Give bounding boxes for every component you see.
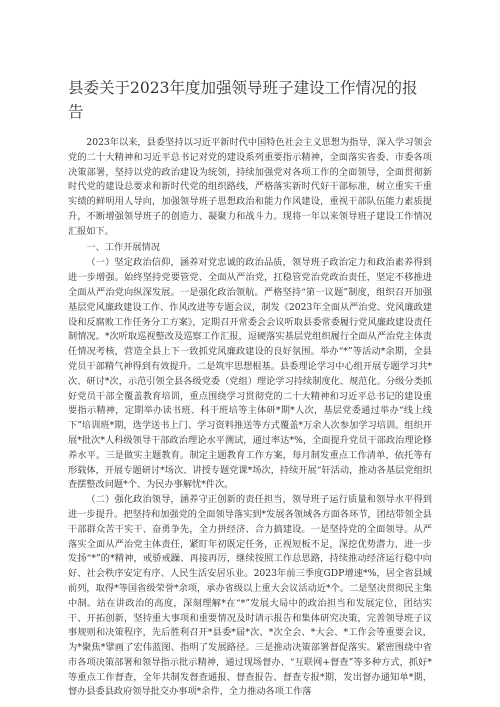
- body-paragraph-2: （二）强化政治领导，涵养守正创新的责任担当，领导班子运行质量和领导水平得到进一步提升。把坚持和加强党的全面领导落实到*发展各领域各方面各环节，团结带领全县干部群众苦干实干、奋勇争先，全力拼经济、合力搞建设。一是坚持党的全面领导。从严落实全面从严治党主体责任，紧盯年初既定任务，正视短板不足，深挖优势潜力，进一步发扬“*”的*精神，戒骄戒躁、再接再厉，继续按照工作总思路，持续推动经济运行稳中向好、社会秩序安定有序、人民生活安居乐业。2023年前三季度GDP增速*%，居全省县域前列，取得*等国省级荣誉*余项，承办省级以上重大会议活动近*个。二是坚决贯彻民主集中制。站在讲政治的高度，深刻理解*在“*”发展大局中的政治担当和发展定位，团结实干、开拓创新，坚持重大事项和重要情况及时请示报告和集体研究决策，完善领导班子议事规则和决策程序，先后胜利召开*县委*届*次、*次全会、*大会、*工作会等重要会议，为*聚焦*擘画了宏伟蓝图、指明了发展路径。三是推动决策部署督促落实。紧密围绕中省市各项决策部署和领导指示批示精神，通过现场督办、“互联网+督查”等多种方式，抓好*等重点工作督查，全年共制发督查通报、督查报告、督查专报*期，发出督办通知单*期，督办县委县政府领导批交办事项*余件，全力推动各项工作落: [68, 494, 432, 698]
- section-heading: 一、工作开展情况: [86, 241, 160, 253]
- body-paragraph-1: （一）坚定政治信仰，涵养对党忠诚的政治品质，领导班子政治定力和政治素养得到进一步增强。始终坚持党要管党、全面从严治党，扛稳管党治党政治责任，坚定不移推进全面从严治党向纵深发展。一是强化政治领航。严格坚持“第一议题”制度，组织召开加强基层党风廉政建设工作、作风改进等专题会议，制发《2023年全面从严治党、党风廉政建设和反腐败工作任务分工方案》，定期召开常委会会议听取县委常委履行党风廉政建设责任制情况。*次听取巡视整改及巡察工作汇报，逗硬落实基层党组织履行全面从严治党主体责任情况考核，营造全县上下一致抓党风廉政建设的良好氛围。举办“*”等活动*余期，全县党员干部精气神得到有效提升。二是筑牢思想根基。县委理论学习中心组开展专题学习共*次、研讨*次，示范引领全县各级党委（党组）理论学习持续制度化、规范化。分级分类抓好党员干部全覆盖教育培训，重点围绕学习贯彻党的二十大精神和习近平总书记的建设重要指示精神，定期举办读书班、科干班培等主体研*期*人次，基层党委通过举办“线上线下”培训班*期，选学送书上门、学习资料推送等方式覆盖*万余人次参加学习培训。组织开展*批次*人科级领导干部政治理论水平测试，通过率达*%，全面提升党员干部政治理论修养水平。三是做实主题教育。制定主题教育工作方案，每月制发重点工作清单，依托等有形载体，开展专题研讨*场次、讲授专题党课*场次，持续开展“轩活动，推动各基层党组织查摆整改问题*个、为民办事解忧*件次。: [68, 257, 432, 491]
- intro-paragraph: 2023年以来，县委坚持以习近平新时代中国特色社会主义思想为指导，深入学习领会党的二十大精神和习近平总书记对党的建设系列重要指示精神，全面落实省委、市委各项决策部署，坚持以党的政治建设为统领，持续加强党对各项工作的全面领导，全面贯彻新时代党的建设总要求和新时代党的组织路线，严格落实新时代好干部标准，树立重实干重实绩的鲜明用人导向，加强领导班子思想政治和能力作风建设，重视干部队伍能力素质提升，不断增强领导班子的创造力、凝聚力和战斗力。现将一年以来领导班子建设工作情况汇报如下。: [68, 137, 432, 237]
- document-title: 县委关于2023年度加强领导班子建设工作情况的报告: [68, 79, 418, 121]
